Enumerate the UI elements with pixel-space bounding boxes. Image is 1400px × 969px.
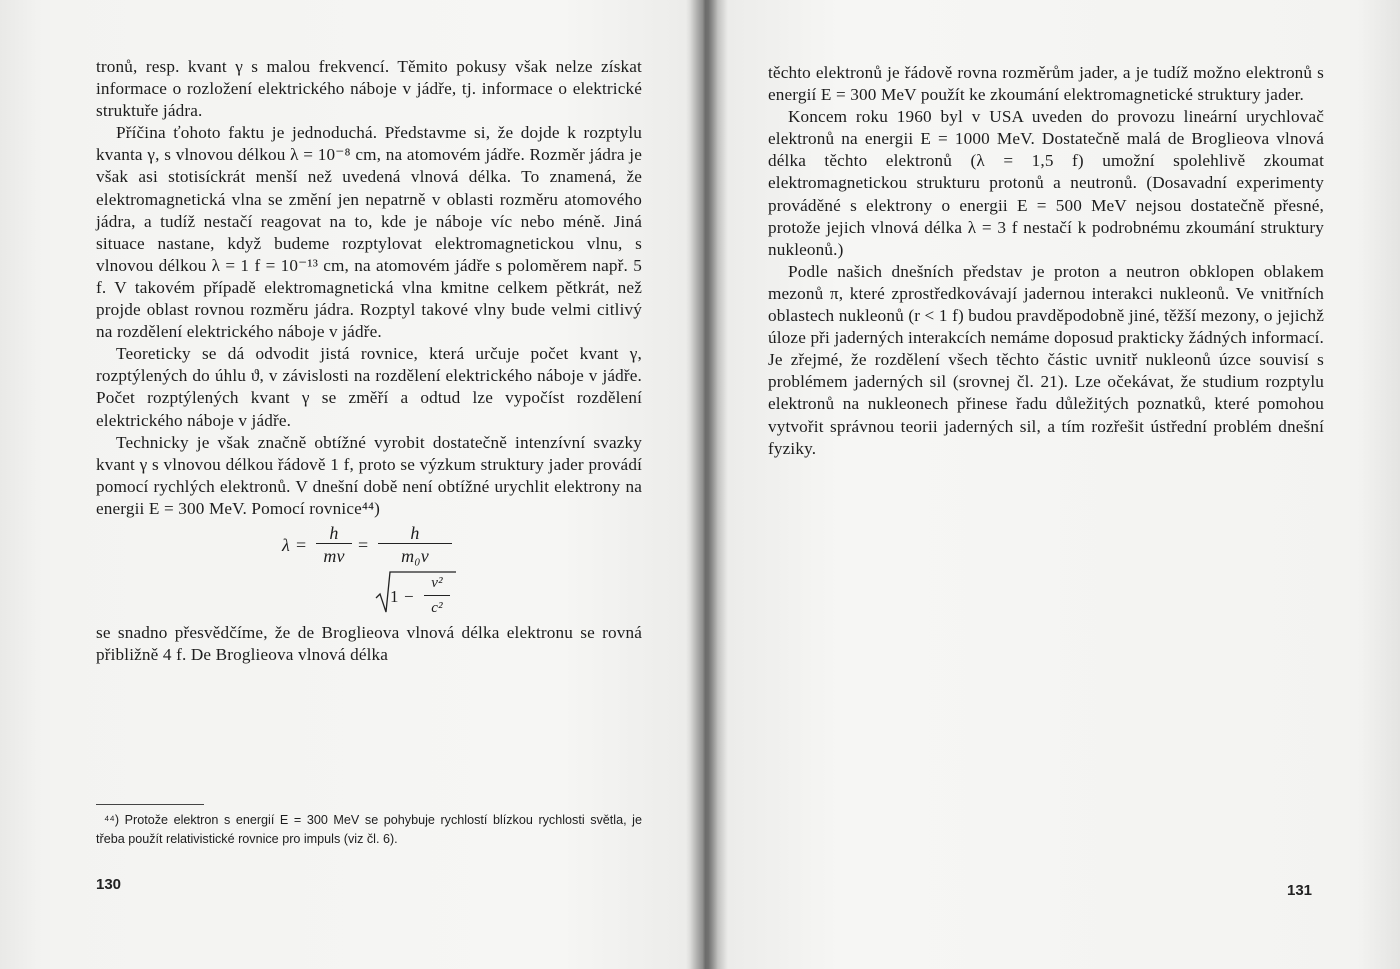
paragraph: se snadno přesvědčíme, že de Broglieova vlnová délka elektronu se rovná přibližně 4 f. De Broglieova vlnová délka	[96, 622, 642, 665]
fraction-bar	[424, 595, 450, 596]
formula-m0v: m₀v	[401, 545, 429, 566]
formula-equals: =	[358, 534, 369, 555]
right-page	[712, 0, 1400, 969]
de-broglie-formula	[96, 522, 642, 622]
fraction-bar	[378, 543, 452, 544]
formula-h: h	[329, 522, 339, 543]
formula-mv: mv	[323, 545, 345, 566]
paragraph: Technicky je však značně obtížné vyrobit dostatečně intenzívní svazky kvant γ s vlnovou délkou řádově 1 f, proto se výzkum struktury jader provádí pomocí rychlých elektronů. V dnešní době není obtížné urychlit elektrony na energii E = 300 MeV. Pomocí rovnice⁴⁴)	[96, 432, 642, 518]
paragraph: Podle našich dnešních představ je proton a neutron obklopen oblakem mezonů π, které zprostředkovávají jadernou interakci nukleonů. Ve vnitřních oblastech nukleonů (r < 1 f) budou pravděpodobně jiné, těžší mezony, o jejichž úloze při jaderných interakcích nemáme doposud prakticky žádných informací. Je zřejmé, že rozdělení všech těchto částic uvnitř nukleonů úzce souvisí s problémem jaderných sil (srovnej čl. 21). Lze očekávat, že studium rozptylu elektronů na nukleonech přinese řadu důležitých poznatků, které pomohou vytvořit správnou teorii jaderných sil, a tím rozřešit ústřední problém dnešní fyziky.	[768, 261, 1324, 458]
right-text-block	[768, 62, 1324, 460]
formula-fraction-relativistic	[378, 522, 452, 567]
paragraph: Koncem roku 1960 byl v USA uveden do provozu lineární urychlovač elektronů na energii E = 1000 MeV. Dostatečně malá de Broglieova vlnová délka těchto elektronů (λ = 1,5 f) umožní spolehlivě zkoumat elektromagnetickou strukturu protonů a neutronů. (Dosavadní experimenty prováděné s elektrony o energii E = 500 MeV nejsou dostatečně přesné, protože jejich vlnová délka λ = 3 f nestačí k podrobnému zkoumání struktury nukleonů.)	[768, 107, 1324, 259]
fraction-bar	[316, 543, 352, 544]
formula-one: 1	[390, 586, 399, 606]
formula-minus: −	[404, 586, 414, 606]
formula-c2: c²	[431, 600, 443, 617]
paragraph: Teoreticky se dá odvodit jistá rovnice, která určuje počet kvant γ, rozptýlených do úhlu ϑ, v závislosti na rozdělení elektrického náboje v jádře. Počet rozptýlených kvant γ se změří a odtud lze vypočíst rozdělení elektrického náboje v jádře.	[96, 344, 642, 430]
left-text-block	[96, 56, 642, 666]
footnote-divider	[96, 804, 204, 805]
footnote: ⁴⁴) Protože elektron s energií E = 300 MeV se pohybuje rychlostí blízkou rychlosti světla, je třeba použít relativistické rovnice pro impuls (viz čl. 6).	[96, 813, 642, 846]
paragraph: tronů, resp. kvant γ s malou frekvencí. Těmito pokusy však nelze získat informace o rozložení elektrického náboje v jádře, tj. informace o elektrické struktuře jádra.	[96, 57, 642, 121]
formula-fraction-v2-c2	[424, 572, 450, 619]
page-number: 131	[1287, 882, 1313, 899]
formula-lambda: λ	[282, 534, 290, 555]
formula-equals: =	[296, 534, 307, 555]
paragraph: těchto elektronů je řádově rovna rozměrům jader, a je tudíž možno elektronů s energií E = 300 MeV použít ke zkoumání elektromagnetické struktury jader.	[768, 63, 1324, 105]
formula-h: h	[410, 522, 420, 543]
formula-v2: v²	[431, 574, 443, 591]
formula-fraction-h-mv	[316, 522, 352, 567]
page-number: 130	[96, 876, 122, 893]
paragraph: Příčina ťohoto faktu je jednoduchá. Představme si, že dojde k rozptylu kvanta γ, s vlnovou délkou λ = 10⁻⁸ cm, na atomovém jádře. Rozměr jádra je však asi stotisíckrát menší než uvedená vlnová délka. To znamená, že elektromagnetická vlna se změní jen nepatrně v oblasti rozměru atomového jádra, a tudíž nestačí reagovat na to, kde je náboje víc nebo méně. Jiná situace nastane, když budeme rozptylovat elektromagnetickou vlnu, s vlnovou délkou λ = 1 f = 10⁻¹³ cm, na atomovém jádře s poloměrem např. 5 f. V takovém případě elektromagnetická vlna kmitne celkem pětkrát, než projde oblast rovnou rozměru jádra. Rozptyl takové vlny bude velmi citlivý na rozdělení elektrického náboje v jádře.	[96, 123, 642, 342]
formula-sqrt	[372, 570, 458, 617]
